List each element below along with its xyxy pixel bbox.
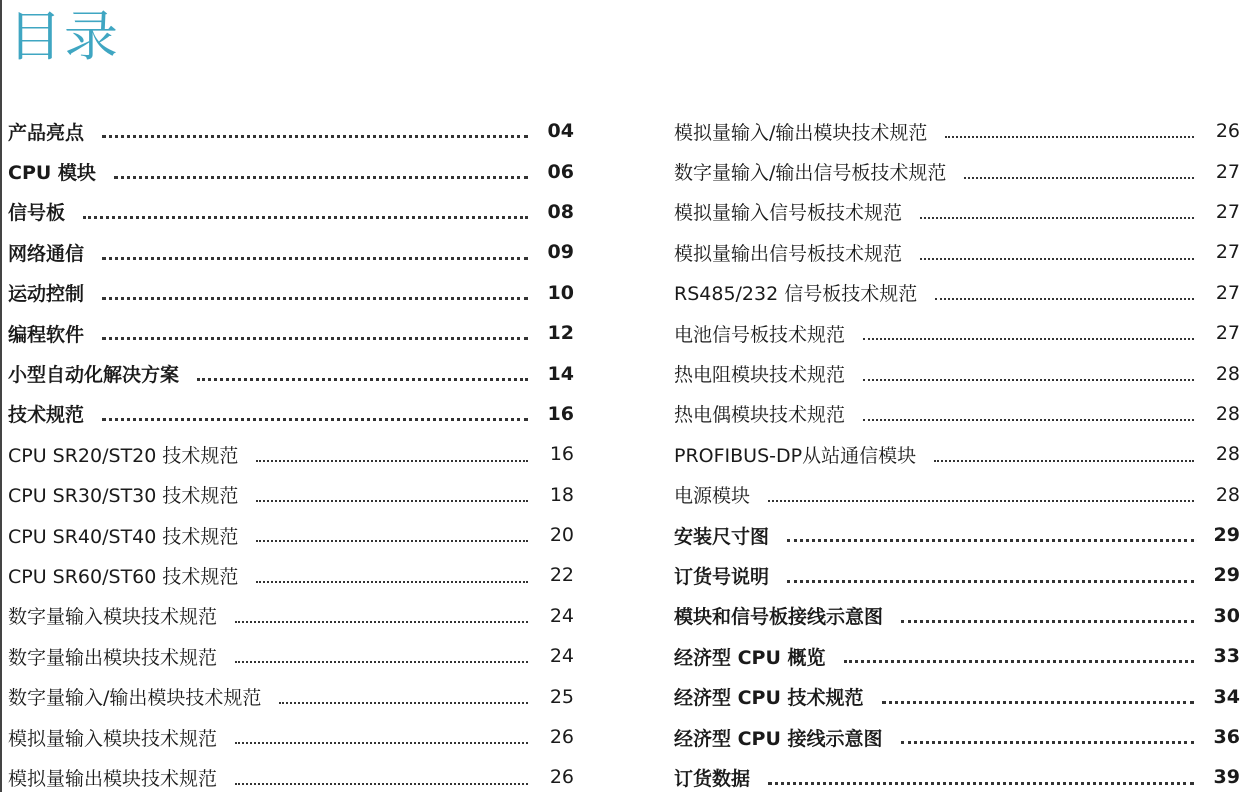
toc-entry-title: 电源模块 [674, 485, 751, 508]
toc-entry-page-number: 20 [549, 524, 574, 547]
toc-entry-page-number: 26 [549, 766, 574, 789]
toc-entry-page-number: 27 [1215, 281, 1240, 304]
toc-entry-title: 运动控制 [8, 283, 85, 306]
toc-entry-title: 模拟量输入信号板技术规范 [674, 202, 903, 225]
toc-entry-page-number: 08 [547, 200, 574, 223]
toc-entry-title: 经济型 CPU 接线示意图 [674, 727, 883, 750]
dot-leader [844, 660, 1194, 663]
toc-entry-title: 技术规范 [8, 404, 85, 427]
toc-entry-title: 网络通信 [8, 242, 85, 265]
toc-entry[interactable] [8, 232, 574, 272]
toc-entry-page-number: 16 [549, 443, 574, 466]
toc-entry-page-number: 16 [547, 402, 574, 425]
toc-entry-page-number: 06 [547, 160, 574, 183]
dot-leader [768, 782, 1194, 785]
page-title: 目录 [8, 5, 120, 68]
toc-entry[interactable] [8, 273, 574, 313]
dot-leader [920, 217, 1194, 219]
toc-entry-title: 模拟量输出模块技术规范 [8, 767, 218, 790]
toc-entry[interactable] [674, 555, 1240, 595]
toc-entry-title: CPU SR60/ST60 技术规范 [8, 565, 239, 588]
toc-entry-title: PROFIBUS-DP从站通信模块 [674, 444, 917, 467]
toc-entry-page-number: 33 [1213, 645, 1240, 668]
toc-entry-page-number: 28 [1215, 362, 1240, 385]
toc-entry-page-number: 28 [1215, 402, 1240, 425]
toc-entry[interactable] [8, 111, 574, 151]
toc-entry[interactable] [8, 434, 574, 474]
dot-leader [945, 136, 1194, 138]
toc-entry-title: 模块和信号板接线示意图 [674, 606, 884, 629]
toc-entry[interactable] [674, 394, 1240, 434]
toc-left-column [8, 111, 574, 798]
toc-entry-title: 经济型 CPU 技术规范 [674, 687, 864, 710]
toc-entry-title: 模拟量输入/输出模块技术规范 [674, 121, 928, 144]
toc-entry-title: CPU SR20/ST20 技术规范 [8, 444, 239, 467]
dot-leader [279, 702, 528, 704]
toc-entry-title: RS485/232 信号板技术规范 [674, 283, 918, 306]
dot-leader [920, 258, 1194, 260]
dot-leader [256, 460, 528, 462]
dot-leader [256, 540, 528, 542]
dot-leader [235, 742, 528, 744]
dot-leader [935, 298, 1194, 300]
toc-entry-title: 热电偶模块技术规范 [674, 404, 846, 427]
toc-entry-title: 模拟量输入模块技术规范 [8, 727, 218, 750]
toc-entry[interactable] [674, 151, 1240, 191]
toc-entry-title: 安装尺寸图 [674, 525, 770, 548]
toc-entry[interactable] [674, 596, 1240, 636]
dot-leader [901, 741, 1194, 744]
toc-right-column [674, 111, 1240, 798]
toc-entry-page-number: 26 [549, 726, 574, 749]
toc-entry-page-number: 10 [547, 281, 574, 304]
toc-entry-title: 数字量输入/输出信号板技术规范 [674, 162, 947, 185]
toc-entry-title: 数字量输入/输出模块技术规范 [8, 687, 262, 710]
left-margin-rule [0, 0, 2, 792]
toc-entry-title: 数字量输入模块技术规范 [8, 606, 218, 629]
dot-leader [768, 500, 1194, 502]
toc-entry-title: 编程软件 [8, 323, 85, 346]
toc-entry[interactable] [674, 676, 1240, 716]
toc-entry-page-number: 39 [1213, 766, 1240, 789]
toc-entry[interactable] [8, 676, 574, 716]
toc-entry-title: 小型自动化解决方案 [8, 364, 180, 387]
toc-entry[interactable] [8, 636, 574, 676]
toc-entry-title: 产品亮点 [8, 121, 85, 144]
toc-entry-title: 模拟量输出信号板技术规范 [674, 242, 903, 265]
dot-leader [863, 419, 1194, 421]
toc-entry[interactable] [8, 555, 574, 595]
toc-entry-page-number: 27 [1215, 322, 1240, 345]
toc-entry-page-number: 22 [549, 564, 574, 587]
toc-entry-page-number: 29 [1213, 564, 1240, 587]
toc-entry-title: CPU SR30/ST30 技术规范 [8, 485, 239, 508]
toc-entry-page-number: 12 [547, 322, 574, 345]
dot-leader [102, 418, 528, 421]
dot-leader [235, 661, 528, 663]
toc-entry-title: 数字量输出模块技术规范 [8, 646, 218, 669]
toc-entry[interactable] [8, 475, 574, 515]
toc-entry[interactable] [8, 353, 574, 393]
toc-entry-title: 电池信号板技术规范 [674, 323, 846, 346]
toc-entry[interactable] [674, 192, 1240, 232]
toc-entry[interactable] [8, 515, 574, 555]
toc-entry[interactable] [674, 717, 1240, 757]
toc-entry[interactable] [8, 596, 574, 636]
dot-leader [83, 216, 528, 219]
toc-entry-title: 信号板 [8, 202, 66, 225]
dot-leader [102, 135, 528, 138]
toc-entry-title: 订货号说明 [674, 565, 770, 588]
toc-entry-title: 订货数据 [674, 767, 751, 790]
toc-entry-page-number: 27 [1215, 241, 1240, 264]
toc-entry-page-number: 25 [549, 685, 574, 708]
dot-leader [235, 621, 528, 623]
toc-entry[interactable] [674, 273, 1240, 313]
toc-entry-page-number: 29 [1213, 524, 1240, 547]
dot-leader [102, 297, 528, 300]
toc-entry[interactable] [8, 192, 574, 232]
toc-entry[interactable] [674, 313, 1240, 353]
toc-entry-page-number: 18 [549, 483, 574, 506]
dot-leader [964, 177, 1194, 179]
toc-entry-page-number: 28 [1215, 443, 1240, 466]
toc-entry[interactable] [8, 394, 574, 434]
toc-entry-title: 经济型 CPU 概览 [674, 646, 826, 669]
toc-entry-page-number: 24 [549, 645, 574, 668]
toc-entry-page-number: 30 [1213, 604, 1240, 627]
toc-entry[interactable] [674, 232, 1240, 272]
toc-entry-title: CPU 模块 [8, 162, 96, 185]
toc-entry-page-number: 09 [547, 241, 574, 264]
toc-entry[interactable] [8, 313, 574, 353]
toc-entry[interactable] [674, 353, 1240, 393]
dot-leader [197, 378, 528, 381]
toc-entry-title: 热电阻模块技术规范 [674, 364, 846, 387]
toc-entry-page-number: 04 [547, 120, 574, 143]
toc-entry-page-number: 27 [1215, 160, 1240, 183]
toc-entry-page-number: 24 [549, 604, 574, 627]
dot-leader [934, 460, 1194, 462]
toc-entry[interactable] [674, 475, 1240, 515]
dot-leader [787, 539, 1194, 542]
dot-leader [102, 337, 528, 340]
toc-entry[interactable] [8, 717, 574, 757]
dot-leader [863, 379, 1194, 381]
toc-entry[interactable] [674, 111, 1240, 151]
dot-leader [235, 783, 528, 785]
dot-leader [787, 580, 1194, 583]
toc-entry[interactable] [8, 151, 574, 191]
toc-entry-page-number: 26 [1215, 120, 1240, 143]
dot-leader [863, 338, 1194, 340]
dot-leader [901, 620, 1194, 623]
toc-entry-page-number: 28 [1215, 483, 1240, 506]
toc-entry[interactable] [674, 434, 1240, 474]
toc-entry-page-number: 34 [1213, 685, 1240, 708]
dot-leader [256, 581, 528, 583]
toc-entry-page-number: 27 [1215, 200, 1240, 223]
dot-leader [882, 701, 1194, 704]
dot-leader [114, 176, 528, 179]
toc-entry-page-number: 36 [1213, 726, 1240, 749]
toc-entry[interactable] [674, 636, 1240, 676]
toc-entry-page-number: 14 [547, 362, 574, 385]
dot-leader [256, 500, 528, 502]
dot-leader [102, 257, 528, 260]
toc-entry-title: CPU SR40/ST40 技术规范 [8, 525, 239, 548]
toc-entry[interactable] [674, 515, 1240, 555]
